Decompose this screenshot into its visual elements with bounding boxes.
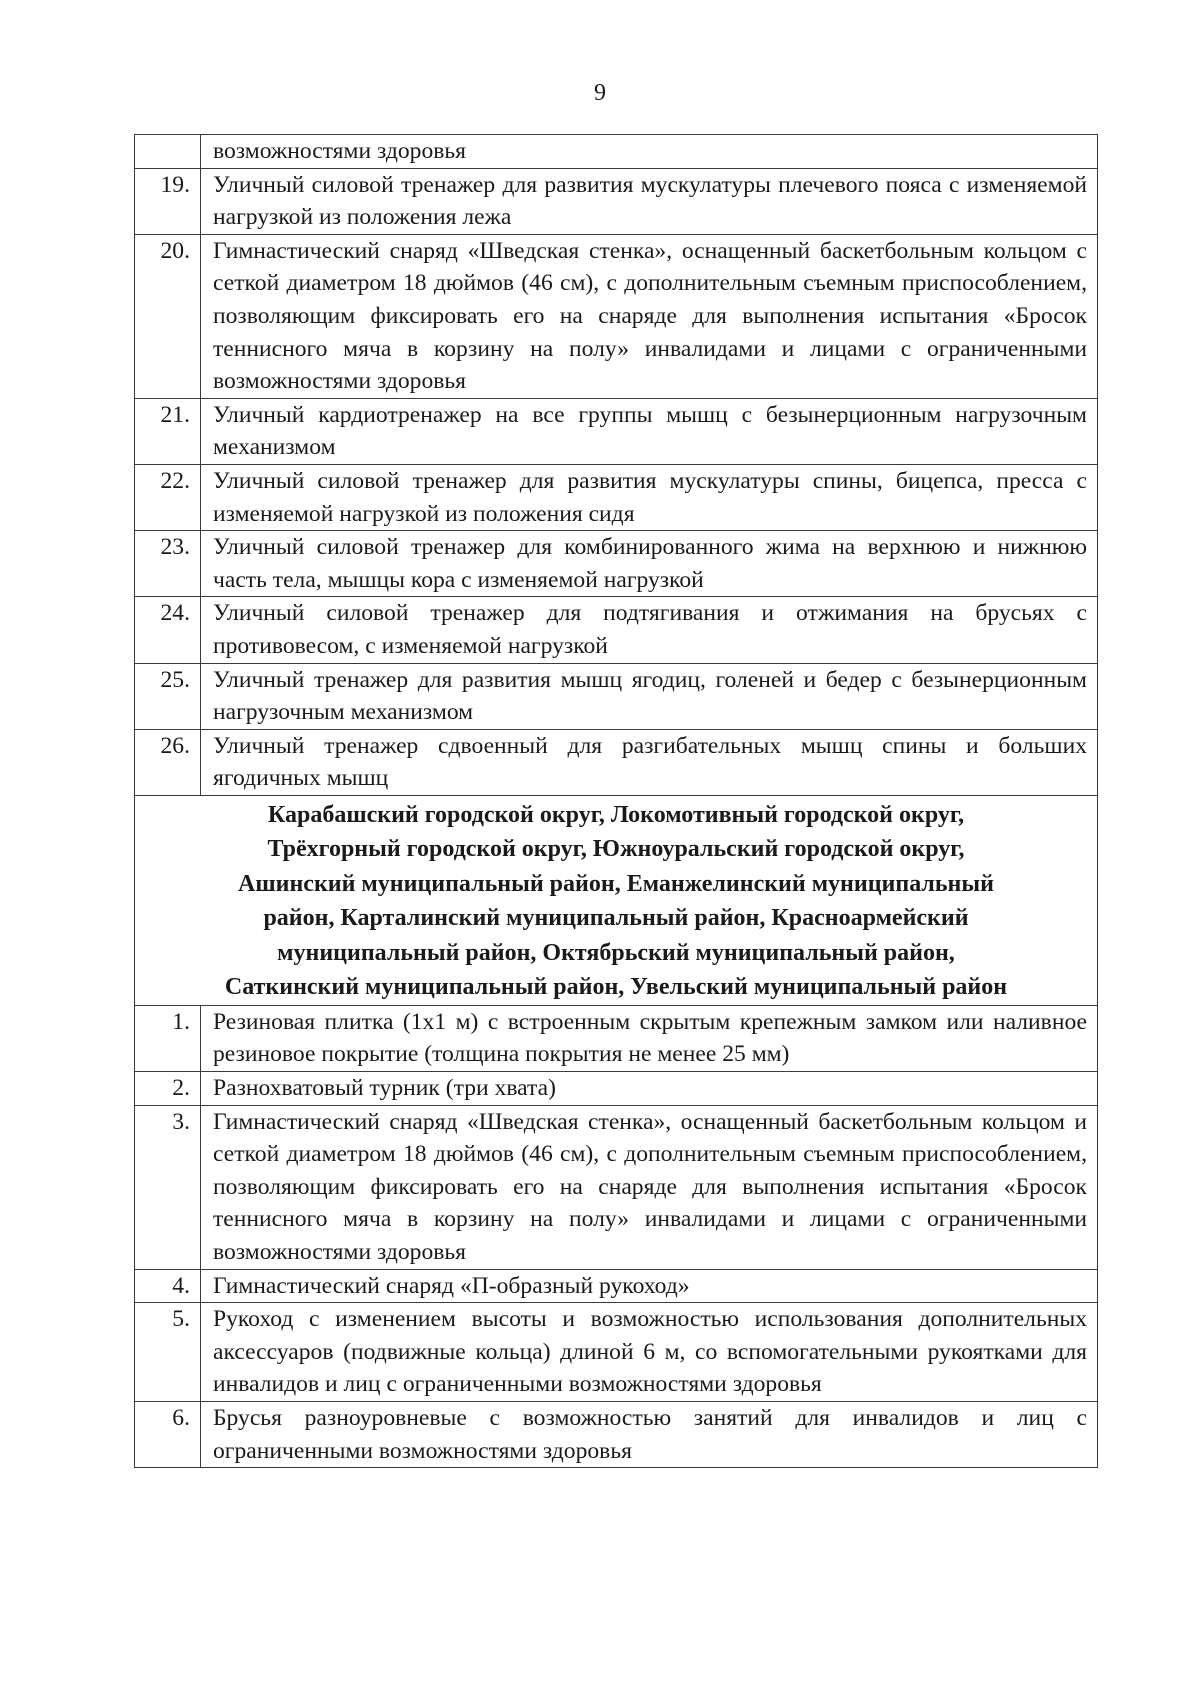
table-row — [135, 1402, 1098, 1468]
table-row — [135, 1005, 1098, 1071]
row-number: 3. — [135, 1105, 201, 1269]
row-number: 4. — [135, 1269, 201, 1303]
row-text: Уличный тренажер для развития мышц ягодиц, голеней и бедер с безынерционным нагрузочным механизмом — [201, 663, 1098, 729]
row-number: 22. — [135, 464, 201, 530]
table-row — [135, 464, 1098, 530]
section-heading-line: район, Карталинский муниципальный район, Красноармейский — [263, 905, 969, 932]
row-number: 26. — [135, 729, 201, 795]
row-text: Гимнастический снаряд «Шведская стенка», оснащенный баскетбольным кольцом и сеткой диаметром 18 дюймов (46 см), с дополнительным съемным приспособлением, позволяющим фиксировать его на снаряде для выполнения испытания «Бросок теннисного мяча в корзину на полу» инвалидами и лицами с ограниченными возможностями здоровья — [201, 1105, 1098, 1269]
equipment-table — [134, 134, 1098, 1468]
table-row — [135, 1105, 1098, 1269]
table-row — [135, 398, 1098, 464]
row-number: 21. — [135, 398, 201, 464]
row-text: возможностями здоровья — [201, 135, 1098, 169]
row-text: Рукоход с изменением высоты и возможностью использования дополнительных аксессуаров (подвижные кольца) длиной 6 м, со вспомогательными рукоятками для инвалидов и лиц с ограниченными возможностями здоровья — [201, 1303, 1098, 1402]
table-row — [135, 597, 1098, 663]
section-heading-line: муниципальный район, Октябрьский муниципальный район, — [277, 939, 955, 966]
row-number: 2. — [135, 1072, 201, 1106]
table-row — [135, 135, 1098, 169]
row-text: Уличный тренажер сдвоенный для разгибательных мышц спины и больших ягодичных мышц — [201, 729, 1098, 795]
row-number: 24. — [135, 597, 201, 663]
table-row — [135, 663, 1098, 729]
row-number: 1. — [135, 1005, 201, 1071]
table-row — [135, 531, 1098, 597]
row-text: Уличный силовой тренажер для подтягивания и отжимания на брусьях с противовесом, с изменяемой нагрузкой — [201, 597, 1098, 663]
row-text: Уличный силовой тренажер для комбинированного жима на верхнюю и нижнюю часть тела, мышцы кора с изменяемой нагрузкой — [201, 531, 1098, 597]
table-row — [135, 1303, 1098, 1402]
row-text: Гимнастический снаряд «П-образный рукоход» — [201, 1269, 1098, 1303]
section-heading-line: Карабашский городской округ, Локомотивный городской округ, — [267, 801, 965, 828]
page-number: 9 — [594, 80, 606, 106]
section-row — [135, 795, 1098, 1005]
row-text: Разнохватовый турник (три хвата) — [201, 1072, 1098, 1106]
section-heading-line: Саткинский муниципальный район, Увельский муниципальный район — [224, 974, 1008, 1001]
table-row — [135, 234, 1098, 398]
row-number: 6. — [135, 1402, 201, 1468]
section-heading-line: Ашинский муниципальный район, Еманжелинский муниципальный — [238, 870, 994, 897]
row-text: Уличный силовой тренажер для развития мускулатуры спины, бицепса, пресса с изменяемой нагрузкой из положения сидя — [201, 464, 1098, 530]
section-heading-line: Трёхгорный городской округ, Южноуральский городской округ, — [267, 836, 965, 863]
table-row — [135, 1269, 1098, 1303]
row-number — [135, 135, 201, 169]
section-heading — [135, 795, 1098, 1005]
row-text: Уличный кардиотренажер на все группы мышц с безынерционным нагрузочным механизмом — [201, 398, 1098, 464]
row-number: 23. — [135, 531, 201, 597]
row-text: Резиновая плитка (1х1 м) с встроенным скрытым крепежным замком или наливное резиновое покрытие (толщина покрытия не менее 25 мм) — [201, 1005, 1098, 1071]
row-text: Брусья разноуровневые с возможностью занятий для инвалидов и лиц с ограниченными возможностями здоровья — [201, 1402, 1098, 1468]
row-number: 25. — [135, 663, 201, 729]
row-number: 20. — [135, 234, 201, 398]
table-row — [135, 168, 1098, 234]
table-row — [135, 1072, 1098, 1106]
table-row — [135, 729, 1098, 795]
row-text: Уличный силовой тренажер для развития мускулатуры плечевого пояса с изменяемой нагрузкой из положения лежа — [201, 168, 1098, 234]
row-text: Гимнастический снаряд «Шведская стенка», оснащенный баскетбольным кольцом с сеткой диаметром 18 дюймов (46 см), с дополнительным съемным приспособлением, позволяющим фиксировать его на снаряде для выполнения испытания «Бросок теннисного мяча в корзину на полу» инвалидами и лицами с ограниченными возможностями здоровья — [201, 234, 1098, 398]
row-number: 19. — [135, 168, 201, 234]
row-number: 5. — [135, 1303, 201, 1402]
